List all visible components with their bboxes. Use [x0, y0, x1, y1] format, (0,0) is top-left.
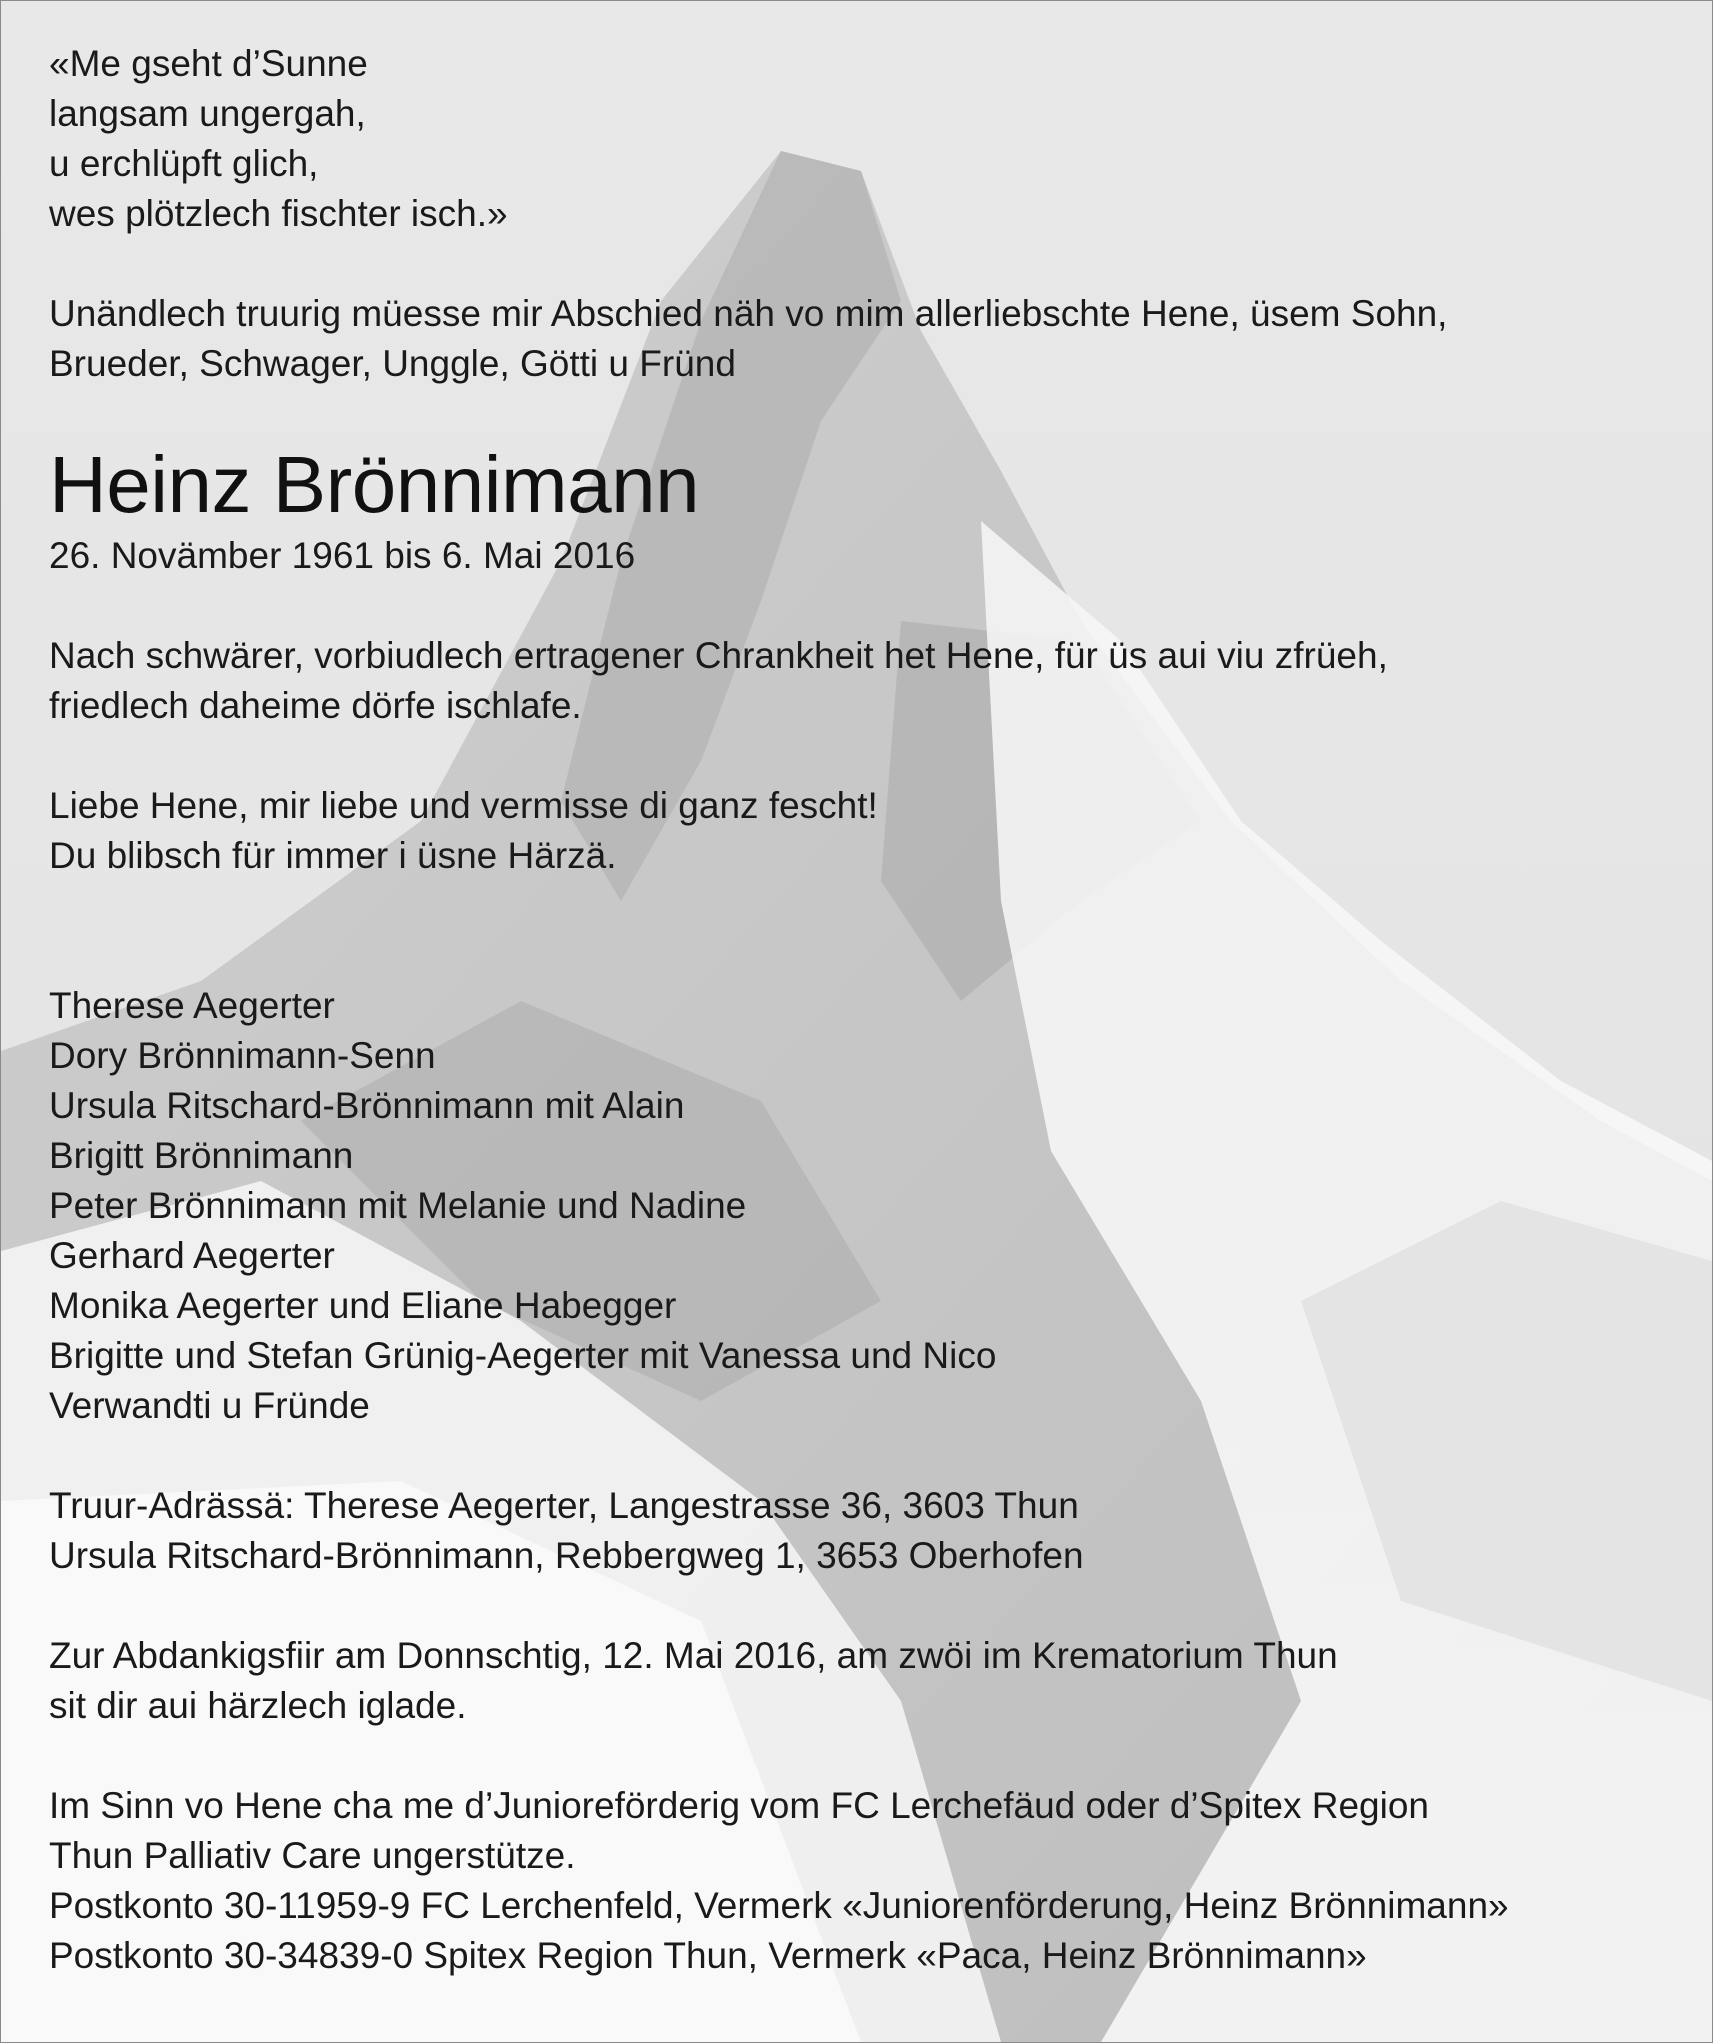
deceased-name: Heinz Brönnimann [49, 440, 700, 529]
passing-paragraph [49, 631, 1669, 731]
postal-account-line: Postkonto 30-11959-9 FC Lerchenfeld, Vermerk «Juniorenförderung, Heinz Brönnimann» [49, 1885, 1509, 1926]
ceremony-line: Zur Abdankigsfiir am Donnschtig, 12. Mai 2016, am zwöi im Krematorium Thun [49, 1635, 1338, 1676]
deceased-heading [49, 439, 1669, 581]
mourner-name: Verwandti u Fründe [49, 1385, 370, 1426]
passing-line: Nach schwärer, vorbiudlech ertragener Chrankheit het Hene, für üs aui viu zfrüeh, [49, 635, 1388, 676]
farewell-line: Du blibsch für immer i üsne Härzä. [49, 835, 617, 876]
passing-line: friedlech daheime dörfe ischlafe. [49, 685, 582, 726]
donation-notice [49, 1781, 1669, 1981]
intro-line: Unändlech truurig müesse mir Abschied näh vo mim allerliebschte Hene, üsem Sohn, [49, 293, 1448, 334]
intro-line: Brueder, Schwager, Unggle, Götti u Fründ [49, 343, 736, 384]
mourner-name: Ursula Ritschard-Brönnimann mit Alain [49, 1085, 685, 1126]
quote-line: «Me gseht d’Sunne [49, 43, 368, 84]
ceremony-notice [49, 1631, 1669, 1731]
donation-line: Im Sinn vo Hene cha me d’Junioreförderig vom FC Lerchefäud oder d’Spitex Region [49, 1785, 1430, 1826]
farewell-paragraph [49, 781, 1669, 881]
mourner-name: Therese Aegerter [49, 985, 335, 1026]
quote-line: wes plötzlech fischter isch.» [49, 193, 508, 234]
obituary-text [49, 39, 1669, 1981]
opening-quote [49, 39, 1669, 239]
mourner-name: Peter Brönnimann mit Melanie und Nadine [49, 1185, 747, 1226]
address-line: Ursula Ritschard-Brönnimann, Rebbergweg 1, 3653 Oberhofen [49, 1535, 1084, 1576]
donation-line: Thun Palliativ Care ungerstütze. [49, 1835, 576, 1876]
mourner-name: Brigitt Brönnimann [49, 1135, 354, 1176]
mourner-name: Gerhard Aegerter [49, 1235, 335, 1276]
life-dates: 26. Novämber 1961 bis 6. Mai 2016 [49, 535, 636, 576]
address-line: Truur-Adrässä: Therese Aegerter, Langestrasse 36, 3603 Thun [49, 1485, 1079, 1526]
mourner-name: Dory Brönnimann-Senn [49, 1035, 436, 1076]
farewell-line: Liebe Hene, mir liebe und vermisse di ganz fescht! [49, 785, 878, 826]
ceremony-line: sit dir aui härzlech iglade. [49, 1685, 467, 1726]
mourners-list [49, 981, 1669, 1431]
mourner-name: Monika Aegerter und Eliane Habegger [49, 1285, 677, 1326]
intro-paragraph [49, 289, 1669, 389]
quote-line: langsam ungergah, [49, 93, 366, 134]
quote-line: u erchlüpft glich, [49, 143, 319, 184]
mourner-name: Brigitte und Stefan Grünig-Aegerter mit Vanessa und Nico [49, 1335, 997, 1376]
mourning-address [49, 1481, 1669, 1581]
postal-account-line: Postkonto 30-34839-0 Spitex Region Thun, Vermerk «Paca, Heinz Brönnimann» [49, 1935, 1367, 1976]
